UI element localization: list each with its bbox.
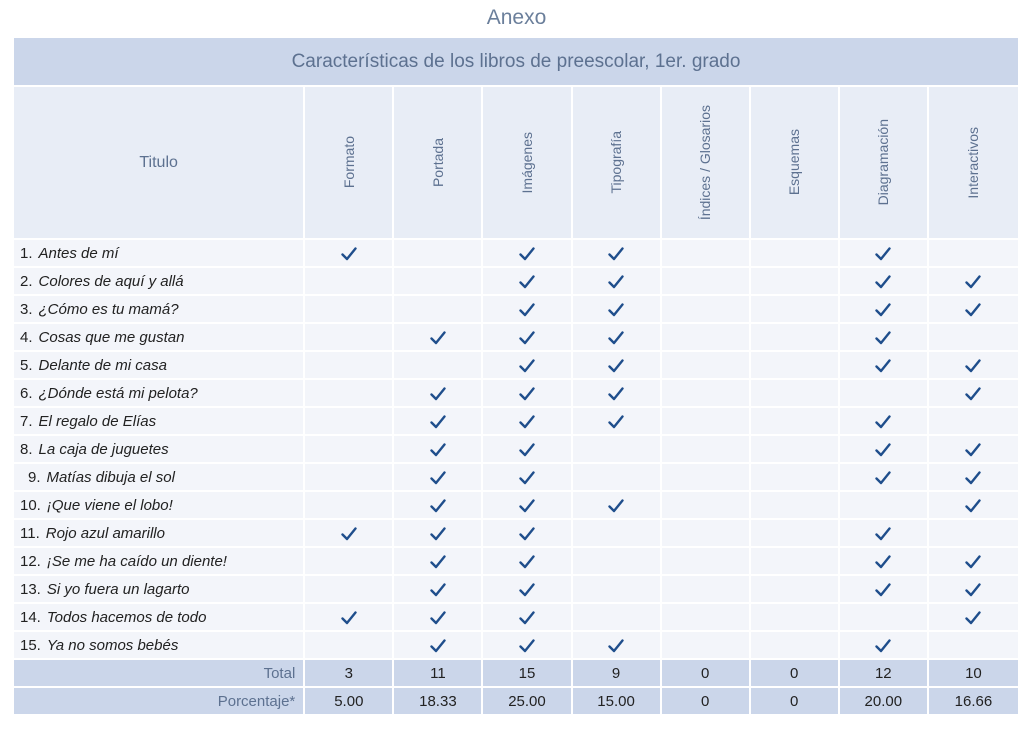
check-mark-icon (608, 301, 624, 318)
percentage-row-value: 16.66 (929, 688, 1018, 716)
feature-cell (394, 296, 483, 324)
check-mark-icon (875, 413, 891, 430)
feature-cell (840, 436, 929, 464)
feature-cell (929, 352, 1018, 380)
feature-cell (483, 408, 572, 436)
feature-cell (751, 604, 840, 632)
table-row (14, 380, 1018, 408)
check-mark-icon (519, 637, 535, 654)
annex-table-frame (14, 38, 1018, 718)
feature-cell (929, 268, 1018, 296)
feature-cell (840, 632, 929, 660)
feature-cell (483, 548, 572, 576)
check-mark-icon (965, 609, 981, 626)
table-row (14, 520, 1018, 548)
check-mark-icon (430, 441, 446, 458)
check-mark-icon (875, 525, 891, 542)
check-mark-icon (519, 497, 535, 514)
check-mark-icon (519, 609, 535, 626)
feature-cell (840, 604, 929, 632)
feature-cell (305, 464, 394, 492)
row-number: 14. (20, 608, 41, 626)
row-number: 3. (20, 300, 33, 318)
check-mark-icon (519, 273, 535, 290)
check-mark-icon (519, 525, 535, 542)
check-mark-icon (965, 497, 981, 514)
check-mark-icon (430, 609, 446, 626)
total-row (14, 660, 1018, 688)
feature-cell (394, 604, 483, 632)
check-mark-icon (608, 497, 624, 514)
feature-cell (483, 464, 572, 492)
feature-cell (573, 492, 662, 520)
check-mark-icon (608, 385, 624, 402)
book-title-cell (14, 604, 305, 632)
feature-cell (929, 464, 1018, 492)
feature-cell (305, 268, 394, 296)
row-number: 1. (20, 244, 33, 262)
column-header-tipografia (573, 87, 662, 240)
feature-cell (929, 380, 1018, 408)
percentage-row-value: 20.00 (840, 688, 929, 716)
column-header-label: Diagramación (875, 119, 892, 206)
table-row (14, 492, 1018, 520)
check-mark-icon (875, 329, 891, 346)
row-number: 8. (20, 440, 33, 458)
feature-cell (751, 436, 840, 464)
feature-cell (394, 548, 483, 576)
feature-cell (573, 352, 662, 380)
check-mark-icon (519, 245, 535, 262)
column-header-formato (305, 87, 394, 240)
feature-cell (573, 604, 662, 632)
feature-cell (662, 296, 751, 324)
check-mark-icon (608, 245, 624, 262)
feature-cell (662, 436, 751, 464)
check-mark-icon (430, 469, 446, 486)
column-header-label: Índices / Glosarios (697, 104, 714, 221)
feature-cell (483, 604, 572, 632)
column-header-diagramacion (840, 87, 929, 240)
feature-cell (394, 240, 483, 268)
table-row (14, 464, 1018, 492)
total-row-value: 15 (483, 660, 572, 688)
table-row (14, 604, 1018, 632)
table-row (14, 352, 1018, 380)
book-title-cell (14, 436, 305, 464)
percentage-row-value: 15.00 (573, 688, 662, 716)
row-number: 12. (20, 552, 41, 570)
feature-cell (394, 436, 483, 464)
feature-cell (662, 604, 751, 632)
feature-cell (573, 408, 662, 436)
book-title-cell (14, 380, 305, 408)
feature-cell (573, 324, 662, 352)
feature-cell (840, 296, 929, 324)
column-header-label: Portada (429, 137, 446, 188)
check-mark-icon (519, 329, 535, 346)
row-number: 2. (20, 272, 33, 290)
feature-cell (662, 632, 751, 660)
total-row-value: 10 (929, 660, 1018, 688)
feature-cell (305, 352, 394, 380)
feature-cell (662, 352, 751, 380)
table-row (14, 548, 1018, 576)
feature-cell (483, 240, 572, 268)
check-mark-icon (965, 301, 981, 318)
feature-cell (573, 576, 662, 604)
feature-cell (662, 380, 751, 408)
feature-cell (662, 268, 751, 296)
check-mark-icon (519, 441, 535, 458)
feature-cell (929, 296, 1018, 324)
check-mark-icon (965, 385, 981, 402)
book-title-cell (14, 492, 305, 520)
feature-cell (573, 436, 662, 464)
feature-cell (394, 520, 483, 548)
check-mark-icon (965, 581, 981, 598)
check-mark-icon (875, 553, 891, 570)
header-row (14, 87, 1018, 240)
percentage-row-label: Porcentaje* (14, 688, 305, 716)
feature-cell (929, 324, 1018, 352)
feature-cell (929, 576, 1018, 604)
feature-cell (929, 408, 1018, 436)
feature-cell (840, 240, 929, 268)
feature-cell (573, 268, 662, 296)
feature-cell (394, 324, 483, 352)
feature-cell (394, 464, 483, 492)
book-title: ¡Que viene el lobo! (46, 496, 173, 514)
feature-cell (929, 548, 1018, 576)
feature-cell (751, 632, 840, 660)
feature-cell (662, 548, 751, 576)
table-row (14, 240, 1018, 268)
book-title: Matías dibuja el sol (46, 468, 175, 486)
book-title-cell (14, 632, 305, 660)
book-title-cell (14, 548, 305, 576)
total-row-value: 0 (751, 660, 840, 688)
book-title: El regalo de Elías (38, 412, 157, 430)
feature-cell (840, 548, 929, 576)
check-mark-icon (965, 273, 981, 290)
feature-cell (840, 268, 929, 296)
feature-cell (929, 492, 1018, 520)
column-header-label: Interactivos (965, 126, 982, 199)
feature-cell (751, 492, 840, 520)
total-row-value: 12 (840, 660, 929, 688)
row-number: 6. (20, 384, 33, 402)
feature-cell (840, 324, 929, 352)
check-mark-icon (341, 245, 357, 262)
column-header-esquemas (751, 87, 840, 240)
check-mark-icon (519, 301, 535, 318)
check-mark-icon (430, 525, 446, 542)
row-number: 13. (20, 580, 41, 598)
feature-cell (305, 380, 394, 408)
feature-cell (305, 492, 394, 520)
row-number: 10. (20, 496, 41, 514)
check-mark-icon (965, 357, 981, 374)
percentage-row (14, 688, 1018, 716)
book-title: ¡Se me ha caído un diente! (46, 552, 227, 570)
book-title: ¿Cómo es tu mamá? (38, 300, 179, 318)
feature-cell (483, 520, 572, 548)
percentage-row-value: 18.33 (394, 688, 483, 716)
feature-cell (483, 352, 572, 380)
book-title: Ya no somos bebés (46, 636, 179, 654)
feature-cell (483, 632, 572, 660)
check-mark-icon (608, 273, 624, 290)
check-mark-icon (608, 329, 624, 346)
feature-cell (929, 240, 1018, 268)
book-title: Rojo azul amarillo (45, 524, 165, 542)
column-header-label: Imágenes (518, 131, 535, 194)
feature-cell (483, 492, 572, 520)
book-title-cell (14, 520, 305, 548)
feature-cell (751, 380, 840, 408)
column-header-portada (394, 87, 483, 240)
feature-cell (662, 520, 751, 548)
total-row-label: Total (14, 660, 305, 688)
feature-cell (483, 296, 572, 324)
book-title-cell (14, 296, 305, 324)
feature-cell (483, 324, 572, 352)
total-row-value: 0 (662, 660, 751, 688)
check-mark-icon (430, 329, 446, 346)
table-row (14, 296, 1018, 324)
feature-cell (305, 604, 394, 632)
column-header-label: Tipografía (608, 131, 625, 194)
book-title-cell (14, 324, 305, 352)
check-mark-icon (875, 245, 891, 262)
feature-cell (394, 268, 483, 296)
book-title: Si yo fuera un lagarto (46, 580, 190, 598)
book-title: Todos hacemos de todo (46, 608, 207, 626)
check-mark-icon (430, 497, 446, 514)
column-header-indices (662, 87, 751, 240)
feature-cell (483, 268, 572, 296)
check-mark-icon (519, 385, 535, 402)
check-mark-icon (875, 357, 891, 374)
total-row-value: 11 (394, 660, 483, 688)
feature-cell (394, 408, 483, 436)
feature-cell (394, 576, 483, 604)
feature-cell (305, 296, 394, 324)
feature-cell (751, 240, 840, 268)
feature-cell (573, 632, 662, 660)
check-mark-icon (875, 441, 891, 458)
column-header-label: Esquemas (786, 129, 803, 196)
column-header-titulo: Titulo (14, 87, 305, 240)
feature-cell (840, 520, 929, 548)
feature-cell (840, 492, 929, 520)
book-title-cell (14, 352, 305, 380)
feature-cell (305, 324, 394, 352)
book-title-cell (14, 576, 305, 604)
feature-cell (305, 576, 394, 604)
check-mark-icon (430, 413, 446, 430)
feature-cell (662, 576, 751, 604)
page-title: Anexo (486, 6, 547, 29)
feature-cell (305, 240, 394, 268)
check-mark-icon (608, 637, 624, 654)
book-title-cell (14, 268, 305, 296)
check-mark-icon (875, 581, 891, 598)
feature-cell (483, 576, 572, 604)
percentage-row-value: 0 (751, 688, 840, 716)
feature-cell (305, 520, 394, 548)
percentage-row-value: 5.00 (305, 688, 394, 716)
row-number: 9. (28, 468, 41, 486)
check-mark-icon (875, 469, 891, 486)
feature-cell (305, 408, 394, 436)
check-mark-icon (965, 553, 981, 570)
table-row (14, 268, 1018, 296)
book-title: Antes de mí (38, 244, 119, 262)
feature-cell (840, 380, 929, 408)
feature-cell (751, 408, 840, 436)
column-header-interactivos (929, 87, 1018, 240)
table-row (14, 632, 1018, 660)
total-row-value: 3 (305, 660, 394, 688)
total-row-value: 9 (573, 660, 662, 688)
book-title-cell (14, 240, 305, 268)
feature-cell (840, 408, 929, 436)
feature-cell (751, 520, 840, 548)
feature-cell (305, 632, 394, 660)
check-mark-icon (519, 553, 535, 570)
feature-cell (662, 240, 751, 268)
check-mark-icon (608, 357, 624, 374)
feature-cell (573, 548, 662, 576)
feature-cell (483, 380, 572, 408)
row-number: 5. (20, 356, 33, 374)
column-header-imagenes (483, 87, 572, 240)
feature-cell (929, 604, 1018, 632)
feature-cell (929, 520, 1018, 548)
feature-cell (483, 436, 572, 464)
book-title: La caja de juguetes (38, 440, 169, 458)
check-mark-icon (965, 441, 981, 458)
check-mark-icon (965, 469, 981, 486)
feature-cell (840, 352, 929, 380)
book-title-cell (14, 464, 305, 492)
feature-cell (662, 464, 751, 492)
column-header-label: Formato (340, 136, 357, 189)
feature-cell (751, 324, 840, 352)
row-number: 11. (20, 524, 40, 542)
features-table (14, 87, 1018, 716)
feature-cell (929, 632, 1018, 660)
table-row (14, 324, 1018, 352)
feature-cell (662, 492, 751, 520)
row-number: 15. (20, 636, 41, 654)
check-mark-icon (430, 637, 446, 654)
check-mark-icon (875, 637, 891, 654)
feature-cell (573, 464, 662, 492)
book-title: ¿Dónde está mi pelota? (38, 384, 198, 402)
feature-cell (751, 464, 840, 492)
book-title: Cosas que me gustan (38, 328, 185, 346)
book-title: Colores de aquí y allá (38, 272, 184, 290)
feature-cell (573, 240, 662, 268)
feature-cell (751, 268, 840, 296)
check-mark-icon (608, 413, 624, 430)
feature-cell (751, 548, 840, 576)
check-mark-icon (341, 609, 357, 626)
feature-cell (840, 576, 929, 604)
table-row (14, 408, 1018, 436)
row-number: 4. (20, 328, 33, 346)
feature-cell (394, 492, 483, 520)
check-mark-icon (519, 469, 535, 486)
feature-cell (662, 408, 751, 436)
feature-cell (751, 296, 840, 324)
check-mark-icon (430, 553, 446, 570)
book-title-cell (14, 408, 305, 436)
feature-cell (573, 296, 662, 324)
feature-cell (573, 520, 662, 548)
feature-cell (394, 632, 483, 660)
percentage-row-value: 25.00 (483, 688, 572, 716)
feature-cell (662, 324, 751, 352)
table-caption: Características de los libros de preescolar, 1er. grado (14, 38, 1018, 85)
check-mark-icon (430, 581, 446, 598)
feature-cell (929, 436, 1018, 464)
check-mark-icon (875, 273, 891, 290)
feature-cell (305, 436, 394, 464)
check-mark-icon (341, 525, 357, 542)
feature-cell (751, 576, 840, 604)
feature-cell (573, 380, 662, 408)
feature-cell (394, 380, 483, 408)
row-number: 7. (20, 412, 33, 430)
table-row (14, 576, 1018, 604)
check-mark-icon (519, 357, 535, 374)
feature-cell (394, 352, 483, 380)
check-mark-icon (519, 413, 535, 430)
check-mark-icon (430, 385, 446, 402)
table-row (14, 436, 1018, 464)
percentage-row-value: 0 (662, 688, 751, 716)
feature-cell (840, 464, 929, 492)
feature-cell (305, 548, 394, 576)
book-title: Delante de mi casa (38, 356, 167, 374)
feature-cell (751, 352, 840, 380)
check-mark-icon (519, 581, 535, 598)
check-mark-icon (875, 301, 891, 318)
